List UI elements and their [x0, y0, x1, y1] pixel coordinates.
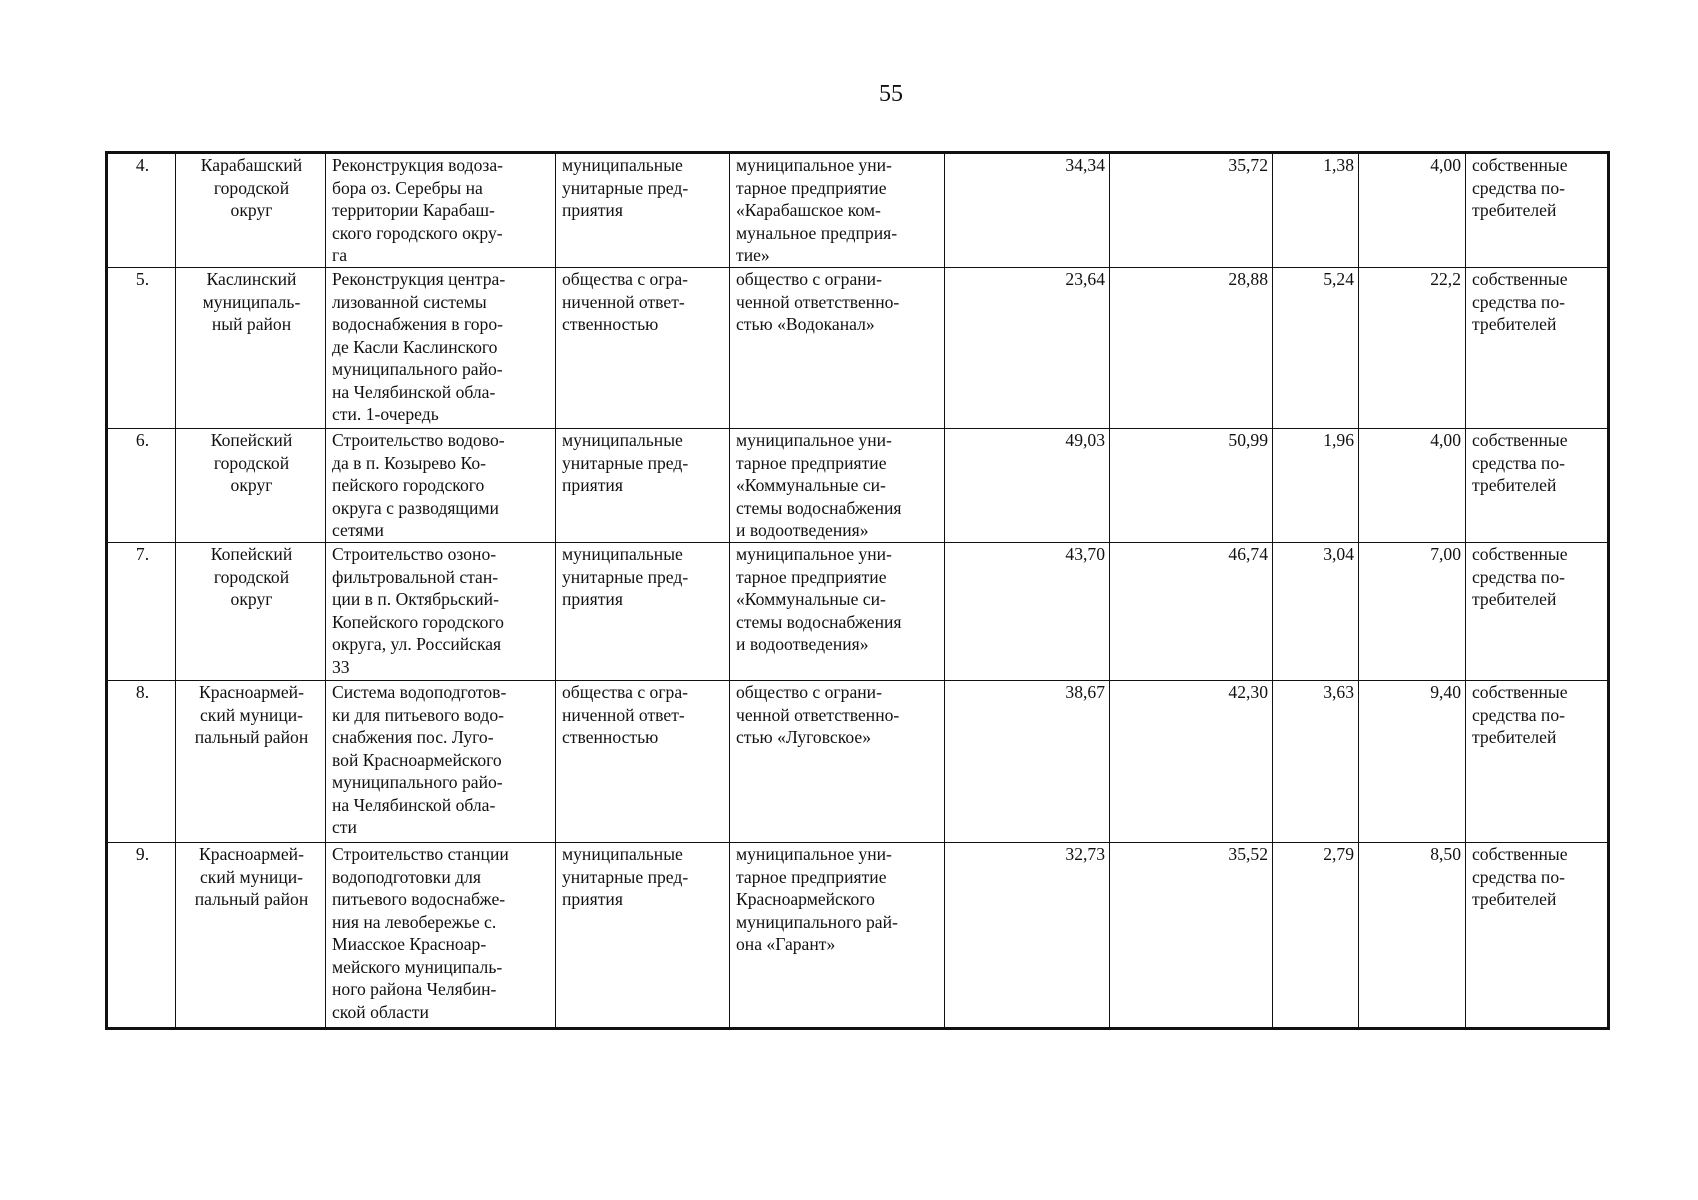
value-cell-4: 9,40 [1359, 681, 1466, 843]
row-number: 9. [108, 843, 176, 1028]
table-row [108, 843, 1608, 1028]
table-row [108, 543, 1608, 681]
project-cell: Строительство водово- да в п. Козырево Ко- пейского городского округа с разводящими сетями [326, 429, 556, 543]
value-cell-2: 35,72 [1110, 154, 1273, 268]
value-cell-1: 38,67 [945, 681, 1110, 843]
value-cell-3: 2,79 [1273, 843, 1359, 1028]
municipality-cell: Каслинский муниципаль- ный район [176, 268, 326, 429]
row-number: 5. [108, 268, 176, 429]
value-cell-2: 46,74 [1110, 543, 1273, 681]
organization-cell: муниципальное уни- тарное предприятие Красноармейского муниципального рай- она «Гарант» [730, 843, 945, 1028]
organization-cell: общество с ограни- ченной ответственно- стью «Луговское» [730, 681, 945, 843]
project-cell: Строительство станции водоподготовки для питьевого водоснабже- ния на левобережье с. Миасское Красноар- мейского муниципаль- ного района Челябин- ской области [326, 843, 556, 1028]
value-cell-3: 5,24 [1273, 268, 1359, 429]
row-number: 6. [108, 429, 176, 543]
org-form-cell: муниципальные унитарные пред- приятия [556, 543, 730, 681]
row-number: 4. [108, 154, 176, 268]
project-cell: Реконструкция центра- лизованной системы водоснабжения в горо- де Касли Каслинского муниципального райо- на Челябинской обла- сти. 1-очередь [326, 268, 556, 429]
project-cell: Система водоподготов- ки для питьевого водо- снабжения пос. Луго- вой Красноармейского муниципального райо- на Челябинской обла- сти [326, 681, 556, 843]
value-cell-3: 3,63 [1273, 681, 1359, 843]
value-cell-1: 34,34 [945, 154, 1110, 268]
funding-source-cell: собственные средства по- требителей [1466, 268, 1608, 429]
page-number: 55 [879, 81, 903, 107]
org-form-cell: общества с огра- ниченной ответ- ственностью [556, 681, 730, 843]
table-row [108, 154, 1608, 268]
funding-source-cell: собственные средства по- требителей [1466, 429, 1608, 543]
municipality-cell: Копейский городской округ [176, 429, 326, 543]
row-number: 8. [108, 681, 176, 843]
organization-cell: муниципальное уни- тарное предприятие «Коммунальные си- стемы водоснабжения и водоотведения» [730, 429, 945, 543]
value-cell-4: 4,00 [1359, 429, 1466, 543]
organization-cell: муниципальное уни- тарное предприятие «Коммунальные си- стемы водоснабжения и водоотведения» [730, 543, 945, 681]
funding-source-cell: собственные средства по- требителей [1466, 843, 1608, 1028]
row-number: 7. [108, 543, 176, 681]
value-cell-2: 35,52 [1110, 843, 1273, 1028]
funding-source-cell: собственные средства по- требителей [1466, 681, 1608, 843]
value-cell-2: 42,30 [1110, 681, 1273, 843]
org-form-cell: муниципальные унитарные пред- приятия [556, 843, 730, 1028]
investment-table [107, 153, 1608, 1028]
project-cell: Реконструкция водоза- бора оз. Серебры на территории Карабаш- ского городского окру- га [326, 154, 556, 268]
funding-source-cell: собственные средства по- требителей [1466, 154, 1608, 268]
org-form-cell: общества с огра- ниченной ответ- ственностью [556, 268, 730, 429]
project-cell: Строительство озоно- фильтровальной стан- ции в п. Октябрьский- Копейского городского округа, ул. Российская 33 [326, 543, 556, 681]
value-cell-3: 1,38 [1273, 154, 1359, 268]
organization-cell: муниципальное уни- тарное предприятие «Карабашское ком- мунальное предприя- тие» [730, 154, 945, 268]
table-row [108, 429, 1608, 543]
municipality-cell: Красноармей- ский муници- пальный район [176, 843, 326, 1028]
value-cell-4: 7,00 [1359, 543, 1466, 681]
municipality-cell: Красноармей- ский муници- пальный район [176, 681, 326, 843]
value-cell-2: 50,99 [1110, 429, 1273, 543]
municipality-cell: Карабашский городской округ [176, 154, 326, 268]
value-cell-3: 1,96 [1273, 429, 1359, 543]
organization-cell: общество с ограни- ченной ответственно- стью «Водоканал» [730, 268, 945, 429]
table-row [108, 268, 1608, 429]
value-cell-1: 32,73 [945, 843, 1110, 1028]
table-row [108, 681, 1608, 843]
value-cell-1: 49,03 [945, 429, 1110, 543]
value-cell-4: 22,2 [1359, 268, 1466, 429]
org-form-cell: муниципальные унитарные пред- приятия [556, 154, 730, 268]
org-form-cell: муниципальные унитарные пред- приятия [556, 429, 730, 543]
value-cell-1: 43,70 [945, 543, 1110, 681]
municipality-cell: Копейский городской округ [176, 543, 326, 681]
funding-source-cell: собственные средства по- требителей [1466, 543, 1608, 681]
value-cell-1: 23,64 [945, 268, 1110, 429]
value-cell-4: 4,00 [1359, 154, 1466, 268]
value-cell-2: 28,88 [1110, 268, 1273, 429]
value-cell-4: 8,50 [1359, 843, 1466, 1028]
value-cell-3: 3,04 [1273, 543, 1359, 681]
